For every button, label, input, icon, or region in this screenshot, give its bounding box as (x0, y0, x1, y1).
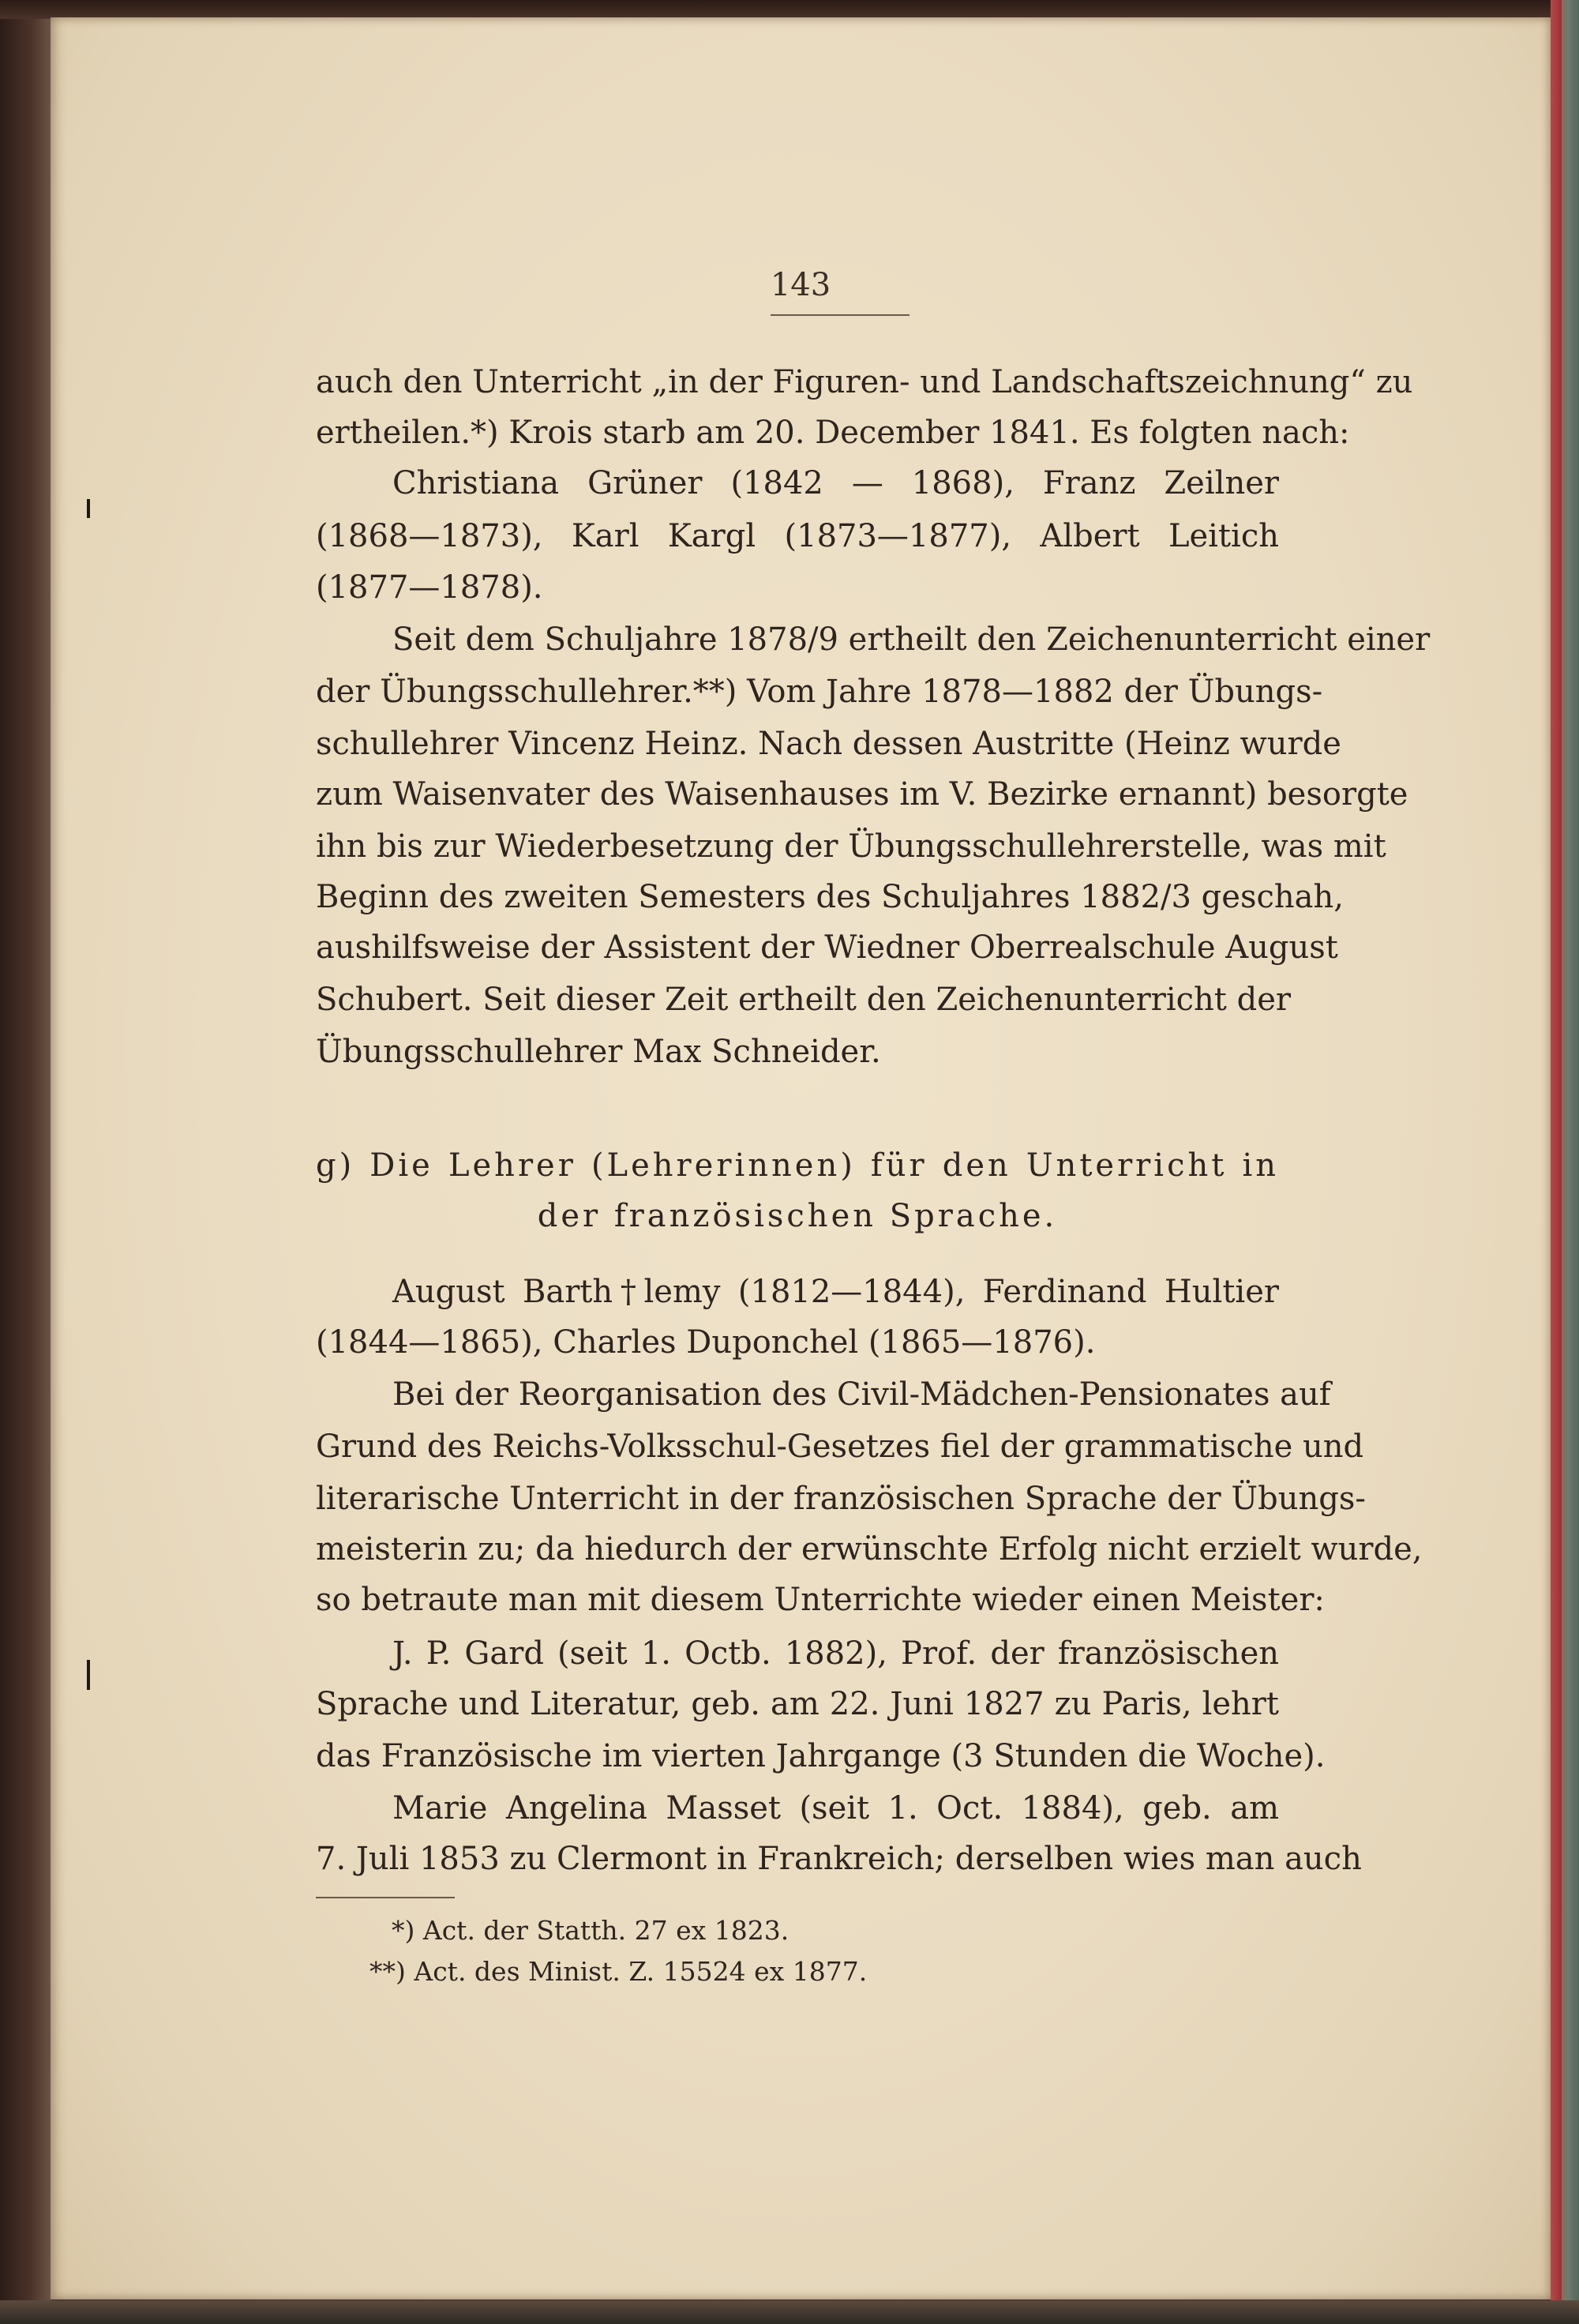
page-number-rule (771, 314, 910, 316)
text-line: Sprache und Literatur, geb. am 22. Juni 1827 zu Paris, lehrt (316, 1686, 1279, 1722)
text-line: Marie Angelina Masset (seit 1. Oct. 1884), geb. am (392, 1790, 1279, 1827)
text-line: Christiana Grüner (1842 — 1868), Franz Zeilner (392, 465, 1279, 501)
text-line: aushilfsweise der Assistent der Wiedner Oberrealschule August (316, 929, 1338, 966)
text-line: (1868—1873), Karl Kargl (1873—1877), Albert Leitich (316, 518, 1279, 554)
text-line: Übungsschullehrer Max Schneider. (316, 1034, 881, 1070)
text-line: Grund des Reichs-Volksschul-Gesetzes fiel der grammatische und (316, 1429, 1364, 1465)
book-top-edge (0, 0, 1579, 19)
text-line: (1877—1878). (316, 569, 543, 606)
book-bottom-edge (0, 2300, 1579, 2324)
margin-mark (87, 499, 90, 518)
text-line: ertheilen.*) Krois starb am 20. December 1841. Es folgten nach: (316, 415, 1350, 451)
text-line: zum Waisenvater des Waisenhauses im V. Bezirke ernannt) besorgte (316, 776, 1408, 813)
text-line: auch den Unterricht „in der Figuren- und Landschaftszeichnung“ zu (316, 364, 1413, 400)
text-line: der Übungsschullehrer.**) Vom Jahre 1878—1882 der Übungs- (316, 674, 1323, 710)
text-line: ihn bis zur Wiederbesetzung der Übungsschullehrerstelle, was mit (316, 828, 1386, 865)
section-heading-line-2: der französischen Sprache. (537, 1198, 1058, 1234)
footnote-rule (316, 1897, 455, 1898)
text-line: August Barth†lemy (1812—1844), Ferdinand Hultier (392, 1274, 1279, 1310)
text-line: so betraute man mit diesem Unterrichte wieder einen Meister: (316, 1582, 1325, 1618)
book-left-edge (0, 0, 51, 2324)
text-line: meisterin zu; da hiedurch der erwünschte Erfolg nicht erzielt wurde, (316, 1531, 1423, 1567)
text-line: Seit dem Schuljahre 1878/9 ertheilt den Zeichenunterricht einer (392, 621, 1431, 658)
paper-page (51, 17, 1551, 2300)
footnote-1: *) Act. der Statth. 27 ex 1823. (392, 1915, 790, 1946)
text-line: Beginn des zweiten Semesters des Schuljahres 1882/3 geschah, (316, 879, 1344, 915)
section-heading-line-1: g) Die Lehrer (Lehrerinnen) für den Unterricht in (316, 1147, 1279, 1184)
text-line: literarische Unterricht in der französischen Sprache der Übungs- (316, 1481, 1366, 1517)
text-line: Bei der Reorganisation des Civil-Mädchen-Pensionates auf (392, 1376, 1331, 1413)
text-line: das Französische im vierten Jahrgange (3 Stunden die Woche). (316, 1738, 1326, 1774)
footnote-2: **) Act. des Minist. Z. 15524 ex 1877. (369, 1956, 868, 1987)
text-line: Schubert. Seit dieser Zeit ertheilt den Zeichenunterricht der (316, 982, 1291, 1018)
text-line: schullehrer Vincenz Heinz. Nach dessen Austritte (Heinz wurde (316, 726, 1341, 762)
book-right-edge (1562, 0, 1579, 2324)
page-number: 143 (770, 267, 831, 303)
margin-mark (87, 1660, 90, 1690)
text-line: J. P. Gard (seit 1. Octb. 1882), Prof. der französischen (392, 1635, 1279, 1672)
text-line: 7. Juli 1853 zu Clermont in Frankreich; derselben wies man auch (316, 1841, 1362, 1877)
text-line: (1844—1865), Charles Duponchel (1865—1876). (316, 1324, 1096, 1361)
